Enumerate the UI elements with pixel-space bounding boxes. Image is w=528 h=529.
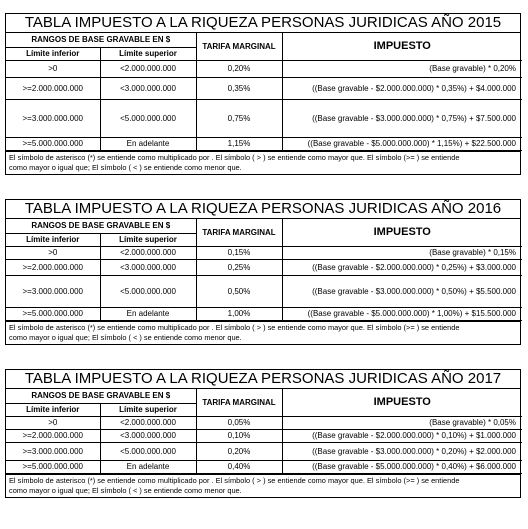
lower-limit-cell: >=3.000.000.000 [6, 275, 100, 307]
tax-table-2016 [5, 199, 521, 345]
lower-limit-header: Límite inferior [6, 233, 100, 246]
formula-cell: ((Base gravable - $3.000.000.000) * 0,50%) + $5.500.000 [282, 275, 522, 307]
lower-limit-cell: >0 [6, 60, 100, 77]
rate-cell: 0,05% [196, 416, 282, 429]
note-line: como mayor o igual que; El símbolo ( < ) se entiende como menor que. [9, 485, 242, 495]
upper-limit-cell: <5.000.000.000 [100, 442, 196, 460]
formula-cell: ((Base gravable - $5.000.000.000) * 1,15%) + $22.500.000 [282, 137, 522, 150]
upper-limit-cell: En adelante [100, 137, 196, 150]
lower-limit-cell: >=2.000.000.000 [6, 77, 100, 99]
rate-cell: 0,20% [196, 60, 282, 77]
formula-cell: ((Base gravable - $2.000.000.000) * 0,25%) + $3.000.000 [282, 259, 522, 275]
tax-header: IMPUESTO [282, 33, 522, 60]
formula-cell: ((Base gravable - $5.000.000.000) * 1,00%) + $15.500.000 [282, 307, 522, 320]
upper-limit-cell: <5.000.000.000 [100, 275, 196, 307]
tax-table-2015 [5, 13, 521, 175]
note-line: El símbolo de asterisco (*) se entiende como multiplicado por . El símbolo ( > ) se entiende como mayor que. El símbolo (>= ) se entiende [9, 152, 460, 162]
table-row [6, 460, 522, 473]
upper-limit-cell: <2.000.000.000 [100, 246, 196, 259]
note-line: como mayor o igual que; El símbolo ( < ) se entiende como menor que. [9, 332, 242, 342]
upper-limit-cell: <3.000.000.000 [100, 259, 196, 275]
lower-limit-cell: >0 [6, 246, 100, 259]
formula-cell: (Base gravable) * 0,05% [282, 416, 522, 429]
marginal-rate-header: TARIFA MARGINAL [196, 219, 282, 246]
table-row [6, 77, 522, 99]
table-row [6, 416, 522, 429]
table-row [6, 99, 522, 137]
ranges-header: RANGOS DE BASE GRAVABLE EN $ [6, 219, 196, 233]
lower-limit-cell: >=3.000.000.000 [6, 442, 100, 460]
note-line: El símbolo de asterisco (*) se entiende como multiplicado por . El símbolo ( > ) se entiende como mayor que. El símbolo (>= ) se entiende [9, 475, 460, 485]
ranges-header: RANGOS DE BASE GRAVABLE EN $ [6, 389, 196, 403]
rate-cell: 0,35% [196, 77, 282, 99]
tax-header: IMPUESTO [282, 219, 522, 246]
lower-limit-cell: >=5.000.000.000 [6, 460, 100, 473]
table-row [6, 275, 522, 307]
lower-limit-cell: >=2.000.000.000 [6, 429, 100, 442]
table-title: TABLA IMPUESTO A LA RIQUEZA PERSONAS JURIDICAS AÑO 2016 [6, 200, 520, 219]
upper-limit-header: Límite superior [100, 233, 196, 246]
upper-limit-cell: <2.000.000.000 [100, 416, 196, 429]
table-title: TABLA IMPUESTO A LA RIQUEZA PERSONAS JURIDICAS AÑO 2017 [6, 370, 520, 389]
upper-limit-cell: <3.000.000.000 [100, 77, 196, 99]
rate-cell: 1,00% [196, 307, 282, 320]
table-title: TABLA IMPUESTO A LA RIQUEZA PERSONAS JURIDICAS AÑO 2015 [6, 14, 520, 33]
table-row [6, 442, 522, 460]
ranges-header: RANGOS DE BASE GRAVABLE EN $ [6, 33, 196, 47]
lower-limit-header: Límite inferior [6, 47, 100, 60]
rate-cell: 0,50% [196, 275, 282, 307]
rate-cell: 0,20% [196, 442, 282, 460]
rate-cell: 1,15% [196, 137, 282, 150]
formula-cell: (Base gravable) * 0,20% [282, 60, 522, 77]
upper-limit-cell: <2.000.000.000 [100, 60, 196, 77]
lower-limit-header: Límite inferior [6, 403, 100, 416]
tax-rate-table [6, 33, 522, 151]
table-row [6, 60, 522, 77]
table-row [6, 429, 522, 442]
formula-cell: ((Base gravable - $2.000.000.000) * 0,10%) + $1.000.000 [282, 429, 522, 442]
table-row [6, 259, 522, 275]
tax-header: IMPUESTO [282, 389, 522, 416]
rate-cell: 0,25% [196, 259, 282, 275]
rate-cell: 0,15% [196, 246, 282, 259]
note-line: El símbolo de asterisco (*) se entiende como multiplicado por . El símbolo ( > ) se entiende como mayor que. El símbolo (>= ) se entiende [9, 322, 460, 332]
marginal-rate-header: TARIFA MARGINAL [196, 33, 282, 60]
upper-limit-cell: <3.000.000.000 [100, 429, 196, 442]
formula-cell: ((Base gravable - $3.000.000.000) * 0,20%) + $2.000.000 [282, 442, 522, 460]
tax-rate-table [6, 219, 522, 321]
tax-table-2017 [5, 369, 521, 498]
rate-cell: 0,10% [196, 429, 282, 442]
rate-cell: 0,75% [196, 99, 282, 137]
symbols-note [6, 151, 520, 174]
formula-cell: ((Base gravable - $3.000.000.000) * 0,75%) + $7.500.000 [282, 99, 522, 137]
lower-limit-cell: >=5.000.000.000 [6, 137, 100, 150]
note-line: como mayor o igual que; El símbolo ( < ) se entiende como menor que. [9, 162, 242, 172]
lower-limit-cell: >=3.000.000.000 [6, 99, 100, 137]
marginal-rate-header: TARIFA MARGINAL [196, 389, 282, 416]
upper-limit-cell: En adelante [100, 460, 196, 473]
formula-cell: (Base gravable) * 0,15% [282, 246, 522, 259]
formula-cell: ((Base gravable - $5.000.000.000) * 0,40%) + $6.000.000 [282, 460, 522, 473]
upper-limit-header: Límite superior [100, 403, 196, 416]
upper-limit-cell: <5.000.000.000 [100, 99, 196, 137]
table-row [6, 246, 522, 259]
symbols-note [6, 321, 520, 344]
rate-cell: 0,40% [196, 460, 282, 473]
tax-rate-table [6, 389, 522, 474]
formula-cell: ((Base gravable - $2.000.000.000) * 0,35%) + $4.000.000 [282, 77, 522, 99]
symbols-note [6, 474, 520, 497]
lower-limit-cell: >0 [6, 416, 100, 429]
upper-limit-header: Límite superior [100, 47, 196, 60]
table-row [6, 137, 522, 150]
table-row [6, 307, 522, 320]
upper-limit-cell: En adelante [100, 307, 196, 320]
lower-limit-cell: >=2.000.000.000 [6, 259, 100, 275]
lower-limit-cell: >=5.000.000.000 [6, 307, 100, 320]
